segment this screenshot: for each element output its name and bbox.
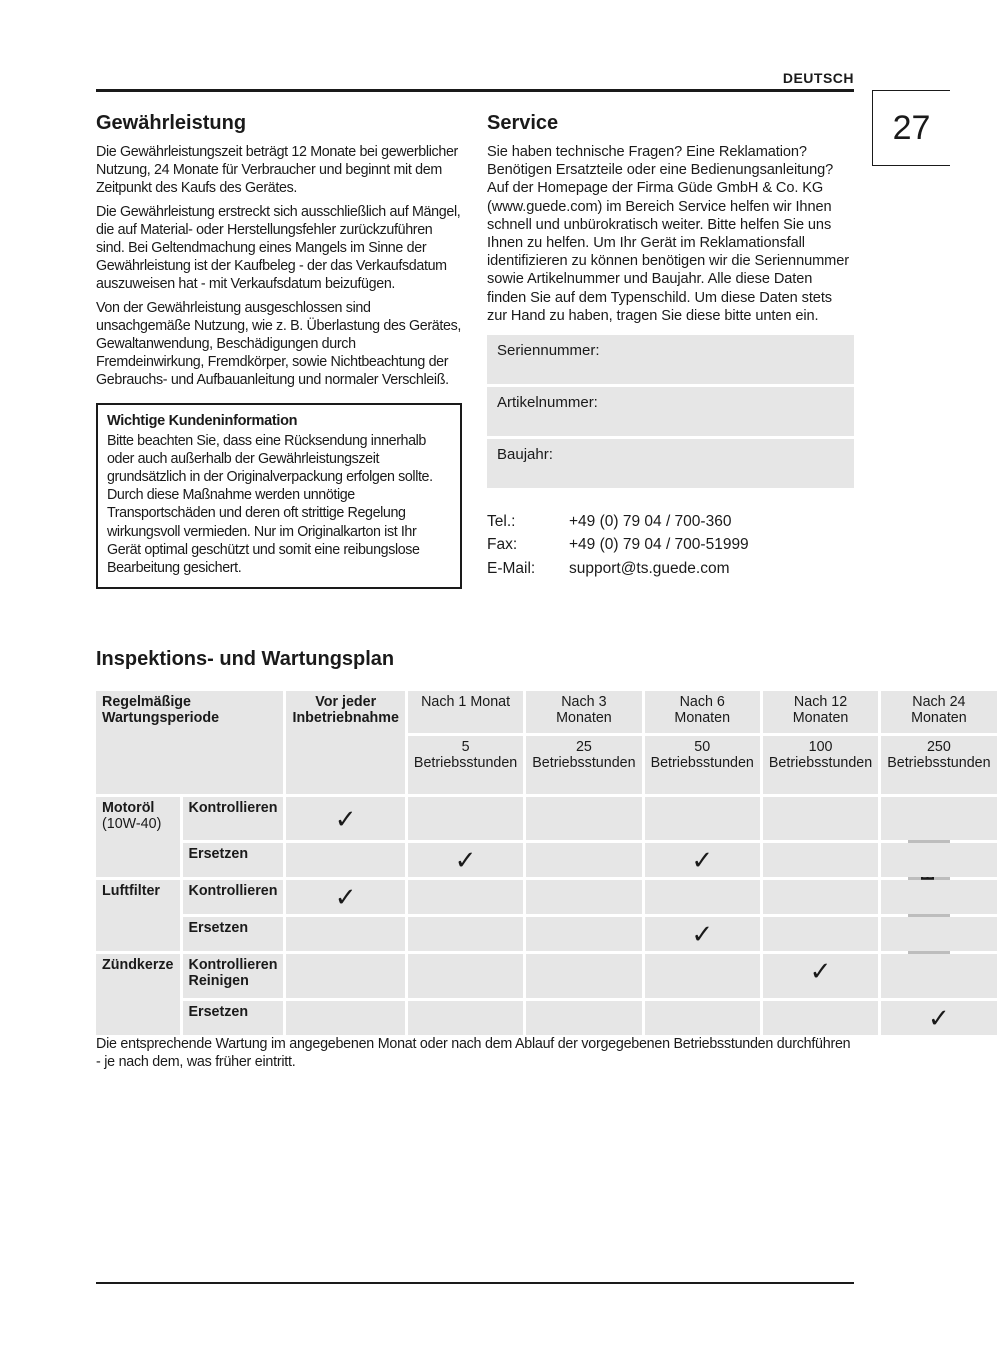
contact-tel (487, 510, 854, 534)
empty-cell (763, 880, 878, 914)
top-rule (96, 89, 854, 92)
empty-cell (408, 917, 523, 951)
checkmark-icon: ✓ (645, 917, 760, 951)
air-replace-label: Ersetzen (183, 917, 284, 951)
empty-cell (408, 880, 523, 914)
checkmark-icon: ✓ (645, 843, 760, 877)
empty-cell (286, 954, 404, 998)
before-use-header: Vor jeder Inbetriebnahme (286, 691, 404, 794)
motor-oil-cell (96, 797, 180, 877)
hours-100-header: 100 Betriebsstunden (763, 736, 878, 794)
bottom-rule (96, 1282, 854, 1284)
checkmark-icon: ✓ (408, 843, 523, 877)
empty-cell (645, 797, 760, 840)
plug-check-cell (183, 954, 284, 998)
empty-cell (645, 954, 760, 998)
empty-cell (526, 880, 641, 914)
motor-oil-label: Motoröl (102, 800, 155, 816)
checkmark-icon: ✓ (881, 1001, 996, 1035)
plug-clean-label: Reinigen (188, 973, 249, 989)
checkmark-icon: ✓ (286, 797, 404, 840)
hours-25-header: 25 Betriebsstunden (526, 736, 641, 794)
empty-cell (881, 954, 996, 998)
empty-cell (763, 843, 878, 877)
oil-check-label: Kontrollieren (183, 797, 284, 840)
warranty-paragraph: Die Gewährleistung erstreckt sich ausschließlich auf Mängel, die auf Material- oder Herstellungsfehler zurückzuführen sind. Bei Geltendmachung eines Mangels im Sinne der Gewährleistung ist der Kaufbeleg - der das Verkaufsdatum auszuweisen hat - mit Verkaufsdatum beizufügen. (96, 203, 461, 293)
motor-oil-spec: (10W-40) (102, 816, 162, 832)
customer-info-box (96, 403, 462, 590)
empty-cell (408, 797, 523, 840)
empty-cell (881, 880, 996, 914)
warranty-paragraph: Die Gewährleistungszeit beträgt 12 Monate bei gewerblicher Nutzung, 24 Monate für Verbraucher und beginnt mit dem Zeitpunkt des Kaufs des Gerätes. (96, 144, 458, 197)
empty-cell (763, 917, 878, 951)
spark-plug-label: Zündkerze (96, 954, 180, 1035)
air-filter-label: Luftfilter (96, 880, 180, 951)
plug-replace-label: Ersetzen (183, 1001, 284, 1035)
info-box-text: Bitte beachten Sie, dass eine Rücksendung innerhalb oder auch außerhalb der Gewährleistungszeit grundsätzlich in der Originalverpackung erfolgen sollte. Durch diese Maßnahme werden unnötige Transportschäden und deren oft strittige Regelung wirkungsvoll vermieden. Nur im Originalkarton ist Ihr Gerät optimal geschützt und somit eine reibungslose Bearbeitung gesichert. (107, 432, 433, 577)
warranty-title: Gewährleistung (96, 112, 247, 134)
maintenance-footnote: Die entsprechende Wartung im angegebenen Monat oder nach dem Ablauf der vorgegebenen Betriebsstunden durchführen - je nach dem, was früher eintritt. (96, 1036, 851, 1071)
empty-cell (526, 917, 641, 951)
empty-cell (881, 797, 996, 840)
hours-5-header: 5 Betriebsstunden (408, 736, 523, 794)
warranty-section (96, 112, 462, 589)
maintenance-table (93, 688, 1000, 1038)
tel-label: Tel.: (487, 512, 516, 530)
service-section (487, 112, 854, 581)
contact-email (487, 557, 854, 581)
month-3-header: Nach 3 Monaten (526, 691, 641, 733)
empty-cell (526, 1001, 641, 1035)
empty-cell (286, 843, 404, 877)
empty-cell (881, 843, 996, 877)
warranty-paragraph: Von der Gewährleistung ausgeschlossen sind unsachgemäße Nutzung, wie z. B. Überlastung des Gerätes, Gewaltanwendung, Beschädigungen durch Fremdeinwirkung, Fremdkörper, sowie Nichtbeachtung der Gebrauchs- und Aufbauanleitung und normaler Verschleiß. (96, 299, 462, 389)
info-box-title: Wichtige Kundeninformation (107, 412, 298, 429)
empty-cell (763, 1001, 878, 1035)
period-header: Regelmäßige Wartungsperiode (96, 691, 283, 794)
empty-cell (286, 1001, 404, 1035)
fax-label: Fax: (487, 536, 518, 554)
empty-cell (408, 1001, 523, 1035)
empty-cell (881, 917, 996, 951)
contact-fax (487, 534, 854, 558)
empty-cell (645, 1001, 760, 1035)
language-header: DEUTSCH (782, 70, 854, 86)
month-24-header: Nach 24 Monaten (881, 691, 996, 733)
email-value[interactable]: support@ts.guede.com (569, 559, 730, 577)
air-check-label: Kontrollieren (183, 880, 284, 914)
empty-cell (286, 917, 404, 951)
empty-cell (526, 797, 641, 840)
email-label: E-Mail: (487, 559, 536, 577)
checkmark-icon: ✓ (286, 880, 404, 914)
oil-replace-label: Ersetzen (183, 843, 284, 877)
plug-check-label: Kontrollieren (188, 957, 278, 973)
fax-value: +49 (0) 79 04 / 700-51999 (569, 536, 749, 554)
serial-number-field[interactable]: Seriennummer: (487, 335, 854, 384)
service-title: Service (487, 112, 559, 134)
tel-value: +49 (0) 79 04 / 700-360 (569, 512, 732, 530)
page-number: 27 (872, 90, 950, 166)
maintenance-plan-title: Inspektions- und Wartungsplan (96, 648, 395, 670)
month-12-header: Nach 12 Monaten (763, 691, 878, 733)
empty-cell (526, 843, 641, 877)
empty-cell (526, 954, 641, 998)
empty-cell (645, 880, 760, 914)
empty-cell (763, 797, 878, 840)
month-1-header: Nach 1 Monat (408, 691, 523, 733)
hours-250-header: 250 Betriebsstunden (881, 736, 996, 794)
article-number-field[interactable]: Artikelnummer: (487, 387, 854, 436)
service-text: Sie haben technische Fragen? Eine Reklamation? Benötigen Ersatzteile oder eine Bedienungsanleitung? Auf der Homepage der Firma Güde GmbH & Co. KG (www.guede.com) im Bereich Service helfen wir Ihnen schnell und unbürokratisch weiter. Bitte helfen Sie uns Ihnen zu helfen. Um Ihr Gerät im Reklamationsfall identifizieren zu können benötigen wir die Seriennummer sowie Artikelnummer und Baujahr. Alle diese Daten finden Sie auf dem Typenschild. Um diese Daten stets zur Hand zu haben, tragen Sie diese bitte unten ein. (487, 144, 849, 324)
year-field[interactable]: Baujahr: (487, 439, 854, 488)
empty-cell (408, 954, 523, 998)
month-6-header: Nach 6 Monaten (645, 691, 760, 733)
checkmark-icon: ✓ (763, 954, 878, 998)
contact-block (487, 510, 854, 581)
hours-50-header: 50 Betriebsstunden (645, 736, 760, 794)
